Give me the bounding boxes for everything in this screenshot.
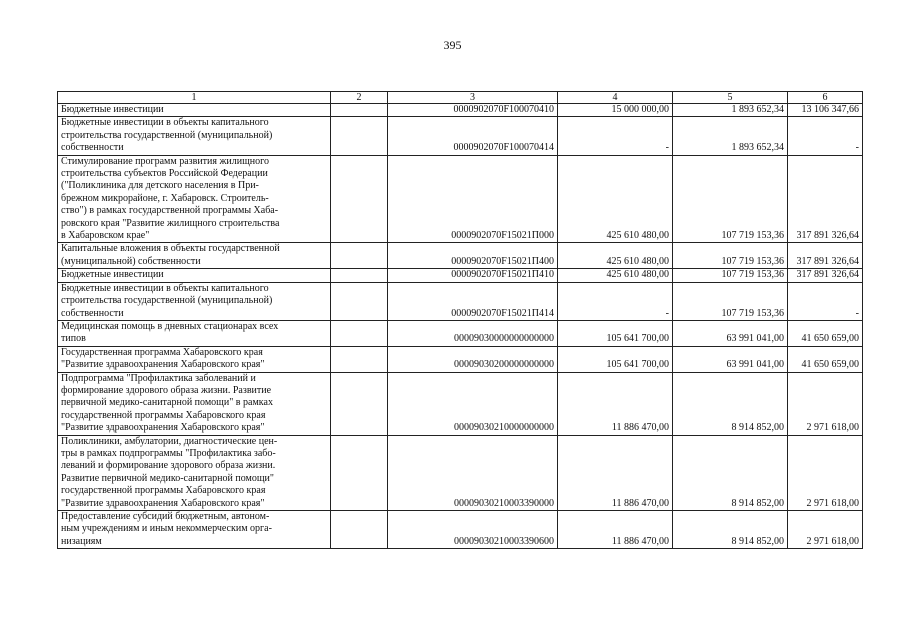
row-name-line: Предоставление субсидий бюджетным, автоном-	[61, 511, 270, 522]
table-row	[58, 269, 863, 282]
row-name-line: строительства государственной (муниципальной)	[61, 129, 273, 141]
section-cell	[331, 243, 388, 269]
amount-planned-cell: 425 610 480,00	[558, 269, 673, 282]
section-cell	[331, 320, 388, 346]
amount-planned-cell: 105 641 700,00	[558, 346, 673, 372]
budget-code-cell: 00009030210000000000	[388, 372, 558, 435]
row-name-line: ство") в рамках государственной программы Хаба-	[61, 205, 279, 217]
amount-remaining-cell: 317 891 326,64	[788, 269, 863, 282]
row-name-cell	[58, 511, 331, 549]
amount-executed-cell: 107 719 153,36	[673, 155, 788, 243]
amount-executed-cell: 107 719 153,36	[673, 269, 788, 282]
table-row	[58, 117, 863, 155]
section-cell	[331, 435, 388, 510]
row-name-cell	[58, 155, 331, 243]
column-number-header: 3	[388, 92, 558, 104]
row-name-line: брежном микрорайоне, г. Хабаровск. Строитель-	[61, 192, 269, 204]
row-name-line: тры в рамках подпрограммы "Профилактика забо-	[61, 447, 276, 459]
table-row	[58, 511, 863, 549]
column-number-header: 6	[788, 92, 863, 104]
amount-planned-cell: 425 610 480,00	[558, 155, 673, 243]
section-cell	[331, 282, 388, 320]
row-name-cell	[58, 269, 331, 282]
table-row	[58, 243, 863, 269]
row-name-cell	[58, 320, 331, 346]
row-name-cell	[58, 435, 331, 510]
section-cell	[331, 372, 388, 435]
amount-planned-cell: -	[558, 117, 673, 155]
row-name-line: в Хабаровском крае"	[61, 230, 150, 242]
row-name-line: "Развитие здравоохранения Хабаровского края"	[61, 497, 265, 509]
row-name-line: Бюджетные инвестиции в объекты капитального	[61, 117, 269, 129]
page-number: 395	[443, 38, 462, 52]
amount-executed-cell: 8 914 852,00	[673, 511, 788, 549]
amount-executed-cell: 107 719 153,36	[673, 243, 788, 269]
amount-remaining-cell: 13 106 347,66	[788, 104, 863, 117]
column-number-header: 4	[558, 92, 673, 104]
amount-planned-cell: 425 610 480,00	[558, 243, 673, 269]
column-number-header: 1	[58, 92, 331, 104]
row-name-line: государственной программы Хабаровского края	[61, 485, 266, 497]
row-name-line: типов	[61, 333, 86, 345]
table-row	[58, 104, 863, 117]
row-name-line: Государственная программа Хабаровского края	[61, 346, 263, 358]
amount-planned-cell: 15 000 000,00	[558, 104, 673, 117]
amount-executed-cell: 8 914 852,00	[673, 435, 788, 510]
row-name-line: формирование здорового образа жизни. Развитие	[61, 384, 272, 396]
budget-code-cell: 0000902070F15021П414	[388, 282, 558, 320]
section-cell	[331, 346, 388, 372]
row-name-line: Бюджетные инвестиции	[61, 104, 164, 115]
table-row	[58, 155, 863, 243]
amount-planned-cell: -	[558, 282, 673, 320]
amount-remaining-cell: 2 971 618,00	[788, 435, 863, 510]
row-name-line: государственной программы Хабаровского края	[61, 409, 266, 421]
amount-executed-cell: 1 893 652,34	[673, 104, 788, 117]
budget-code-cell: 00009030210003390600	[388, 511, 558, 549]
amount-executed-cell: 107 719 153,36	[673, 282, 788, 320]
amount-remaining-cell: 2 971 618,00	[788, 372, 863, 435]
row-name-line: первичной медико-санитарной помощи" в рамках	[61, 397, 273, 409]
row-name-line: строительства субъектов Российской Федерации	[61, 168, 268, 180]
amount-executed-cell: 1 893 652,34	[673, 117, 788, 155]
budget-code-cell: 0000902070F100070414	[388, 117, 558, 155]
row-name-cell	[58, 117, 331, 155]
column-number-header-row	[58, 92, 863, 104]
row-name-line: "Развитие здравоохранения Хабаровского края"	[61, 359, 265, 371]
row-name-line: собственности	[61, 142, 124, 154]
amount-planned-cell: 11 886 470,00	[558, 372, 673, 435]
row-name-line: Бюджетные инвестиции	[61, 269, 164, 281]
section-cell	[331, 117, 388, 155]
amount-remaining-cell: 2 971 618,00	[788, 511, 863, 549]
row-name-line: Подпрограмма "Профилактика заболеваний и	[61, 372, 256, 384]
table-row	[58, 282, 863, 320]
amount-planned-cell: 11 886 470,00	[558, 511, 673, 549]
budget-code-cell: 0000902070F15021П410	[388, 269, 558, 282]
amount-remaining-cell: 317 891 326,64	[788, 243, 863, 269]
row-name-line: ным учреждениям и иным некоммерческим орга-	[61, 523, 272, 535]
row-name-line: Развитие первичной медико-санитарной помощи"	[61, 472, 274, 484]
budget-code-cell: 0000902070F100070410	[388, 104, 558, 117]
row-name-cell	[58, 104, 331, 117]
amount-remaining-cell: -	[788, 282, 863, 320]
budget-code-cell: 0000902070F15021П400	[388, 243, 558, 269]
row-name-line: Поликлиники, амбулатории, диагностические цен-	[61, 435, 278, 447]
table-row	[58, 372, 863, 435]
row-name-cell	[58, 346, 331, 372]
budget-code-cell: 00009030200000000000	[388, 346, 558, 372]
amount-remaining-cell: 41 650 659,00	[788, 346, 863, 372]
column-number-header: 5	[673, 92, 788, 104]
budget-code-cell: 00009030210003390000	[388, 435, 558, 510]
table-row	[58, 346, 863, 372]
amount-planned-cell: 105 641 700,00	[558, 320, 673, 346]
budget-table	[57, 91, 863, 549]
budget-code-cell: 0000902070F15021П000	[388, 155, 558, 243]
row-name-line: строительства государственной (муниципальной)	[61, 295, 273, 307]
row-name-line: ровского края "Развитие жилищного строительства	[61, 217, 280, 229]
row-name-line: собственности	[61, 307, 124, 319]
row-name-line: Стимулирование программ развития жилищного	[61, 155, 269, 167]
section-cell	[331, 269, 388, 282]
column-number-header: 2	[331, 92, 388, 104]
section-cell	[331, 511, 388, 549]
row-name-cell	[58, 282, 331, 320]
row-name-cell	[58, 243, 331, 269]
row-name-line: (муниципальной) собственности	[61, 255, 201, 267]
budget-table-body	[58, 92, 863, 549]
amount-remaining-cell: -	[788, 117, 863, 155]
budget-code-cell: 00009030000000000000	[388, 320, 558, 346]
row-name-line: низациям	[61, 535, 102, 547]
section-cell	[331, 104, 388, 117]
table-row	[58, 320, 863, 346]
amount-executed-cell: 63 991 041,00	[673, 346, 788, 372]
row-name-line: Медицинская помощь в дневных стационарах всех	[61, 320, 279, 332]
table-row	[58, 435, 863, 510]
section-cell	[331, 155, 388, 243]
row-name-line: леваний и формирование здорового образа жизни.	[61, 460, 276, 472]
row-name-line: ("Поликлиника для детского населения в При-	[61, 180, 259, 192]
row-name-line: Бюджетные инвестиции в объекты капитального	[61, 282, 269, 294]
amount-executed-cell: 8 914 852,00	[673, 372, 788, 435]
row-name-line: Капитальные вложения в объекты государственной	[61, 243, 280, 255]
amount-remaining-cell: 41 650 659,00	[788, 320, 863, 346]
amount-remaining-cell: 317 891 326,64	[788, 155, 863, 243]
amount-executed-cell: 63 991 041,00	[673, 320, 788, 346]
row-name-cell	[58, 372, 331, 435]
amount-planned-cell: 11 886 470,00	[558, 435, 673, 510]
row-name-line: "Развитие здравоохранения Хабаровского края"	[61, 422, 265, 434]
